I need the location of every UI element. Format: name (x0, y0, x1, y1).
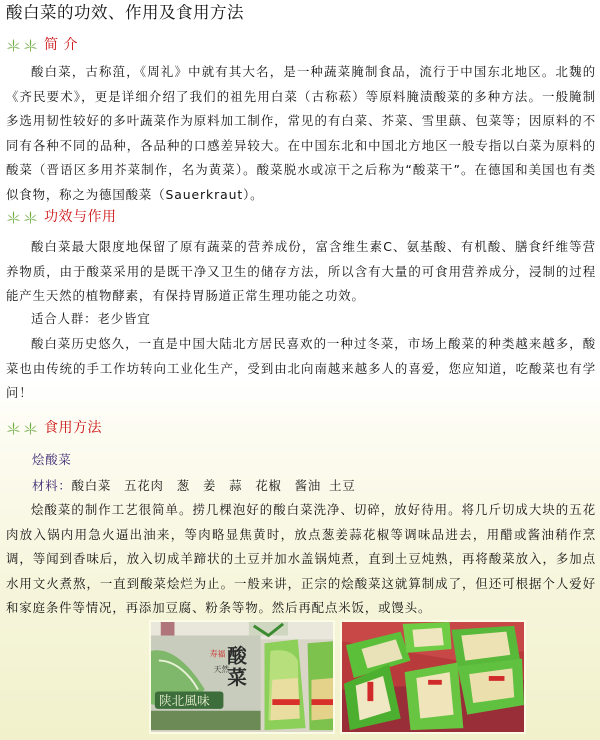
sauerkraut-bags-photo (340, 620, 526, 734)
packaged-sauerkraut-box-photo (149, 620, 335, 734)
section-title-effects: 功效与作用 (44, 209, 117, 225)
ingredient: 酸白菜 (71, 478, 112, 493)
cannabis-leaf-icon (23, 421, 38, 436)
ingredient: 花椒 (255, 478, 282, 493)
section-header-usage (6, 417, 102, 439)
effects-paragraph: 酸白菜最大限度地保留了原有蔬菜的营养成份，富含维生素C、氨基酸、有机酸、膳食纤维等营养物质，由于酸菜采用的是既干净又卫生的储存方法，所以含有大量的可食用营养成分，浸制的过程能产生天然的植物酵素，有保持胃肠道正常生理功能之功效。 (6, 239, 596, 304)
ingredients-list (32, 475, 369, 497)
svg-text:陕北風味: 陕北風味 (158, 693, 210, 708)
page-title: 酸白菜的功效、作用及食用方法 (6, 3, 244, 22)
dish-name: 烩酸菜 (32, 452, 72, 467)
ingredient: 姜 (202, 478, 217, 493)
section-header-effects (6, 206, 117, 228)
ingredient: 蒜 (229, 478, 243, 493)
cannabis-leaf-icon (6, 421, 21, 436)
svg-text:寿福: 寿福 (209, 649, 226, 659)
section-header-intro (6, 34, 78, 56)
ingredient: 酱油 (294, 478, 322, 493)
recipe-paragraph: 烩酸菜的制作工艺很简单。捞几棵泡好的酸白菜洗净、切碎，放好待用。将几斤切成大块的五花肉放入锅内用急火逼出油来，等肉略显焦黄时，放点葱姜蒜花椒等调味品进去，用醋或酱油稍作烹调，等闻到香味后，放入切成羊蹄状的土豆并加水盖锅炖煮，直到土豆炖熟，再将酸菜放入，多加点水用文火煮熬，一直到酸菜烩烂为止。一般来讲，正宗的烩酸菜这就算制成了，但还可根据个人爱好和家庭条件等情况，再添加豆腐、粉条等物。然后再配点米饭，或馒头。 (6, 502, 596, 616)
svg-text:酸: 酸 (227, 644, 247, 668)
svg-text:菜: 菜 (227, 665, 247, 689)
ingredient: 五花肉 (124, 478, 164, 493)
ingredient: 葱 (176, 478, 190, 493)
cannabis-leaf-icon (23, 210, 38, 225)
ingredient: 土豆 (329, 478, 356, 493)
section-title-usage: 食用方法 (44, 420, 102, 436)
section-title-intro: 简 介 (44, 37, 78, 53)
history-paragraph: 酸白菜历史悠久，一直是中国大陆北方居民喜欢的一种过冬菜，市场上酸菜的种类越来越多，酸菜也由传统的手工作坊转向工业化生产，受到由北向南越来越多人的喜爱，您应知道，吃酸菜也有学问！ (6, 336, 596, 401)
intro-paragraph: 酸白菜，古称菹，《周礼》中就有其大名，是一种蔬菜腌制食品，流行于中国东北地区。北魏的《齐民要术》，更是详细介绍了我们的祖先用白菜（古称菘）等原料腌渍酸菜的多种方法。一般腌制多选用韧性较好的多叶蔬菜作为原料加工制作，常见的有白菜、芥菜、雪里蕻、包菜等；因原料的不同有各种不同的品种，各品种的口感差异较大。在中国东北和中国北方地区一般专指以白菜为原料的酸菜（晋语区多用芥菜制作，名为黄菜）。酸菜脱水或凉干之后称为“酸菜干”。在德国和美国也有类似食物，称之为德国酸菜（Sauerkraut）。 (6, 64, 596, 202)
cannabis-leaf-icon (6, 210, 21, 225)
ingredients-label: 材料： (32, 478, 72, 493)
svg-text:天然: 天然 (213, 665, 230, 675)
suitable-people: 适合人群：老少皆宜 (31, 311, 151, 326)
cannabis-leaf-icon (23, 38, 38, 53)
cannabis-leaf-icon (6, 38, 21, 53)
